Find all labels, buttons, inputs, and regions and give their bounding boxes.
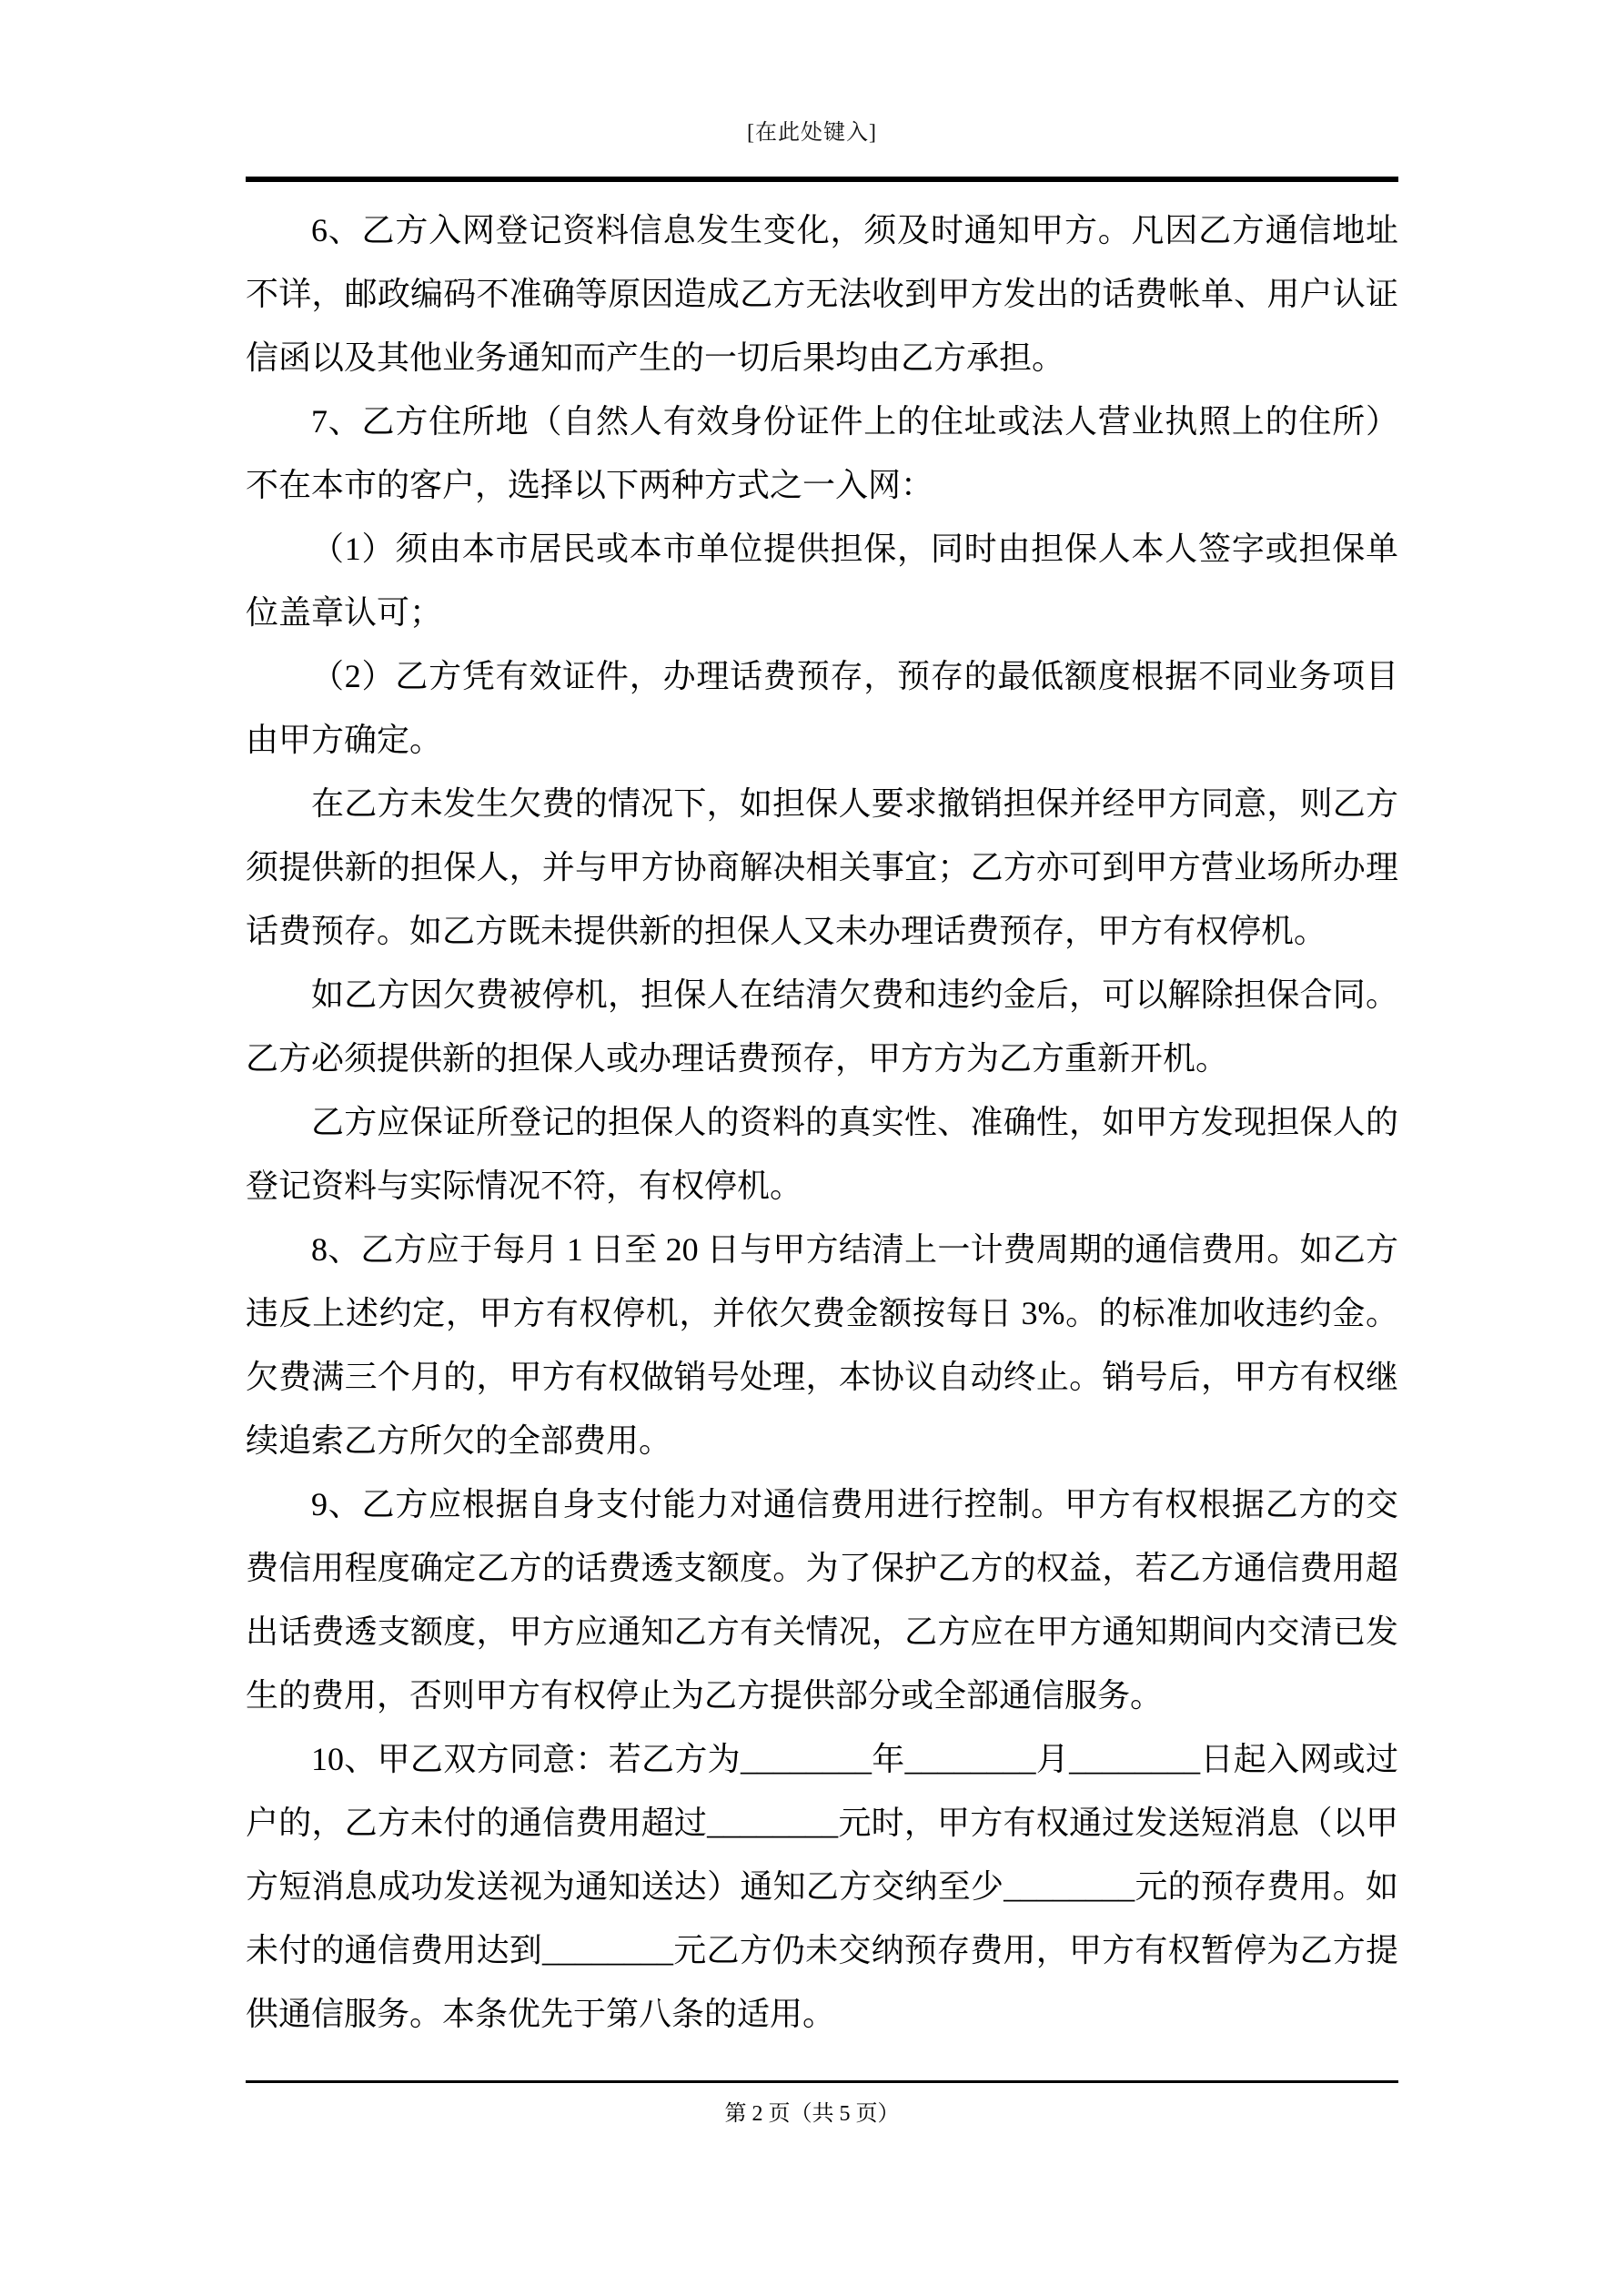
- paragraph-1: 6、乙方入网登记资料信息发生变化，须及时通知甲方。凡因乙方通信地址不详，邮政编码不准确等原因造成乙方无法收到甲方发出的话费帐单、用户认证信函以及其他业务通知而产生的一切后果均由乙方承担。: [246, 212, 1398, 376]
- paragraph-2: 7、乙方住所地（自然人有效身份证件上的住址或法人营业执照上的住所）不在本市的客户，选择以下两种方式之一入网：: [246, 403, 1398, 503]
- document-body: [246, 198, 1398, 2046]
- footer-divider-rule: [246, 2080, 1398, 2083]
- paragraph-8: 8、乙方应于每月 1 日至 20 日与甲方结清上一计费周期的通信费用。如乙方违反上述约定，甲方有权停机，并依欠费金额按每日 3%。的标准加收违约金。欠费满三个月的，甲方有权做销号处理，本协议自动终止。销号后，甲方有权继续追索乙方所欠的全部费用。: [246, 1231, 1398, 1459]
- paragraph-5: 在乙方未发生欠费的情况下，如担保人要求撤销担保并经甲方同意，则乙方须提供新的担保人，并与甲方协商解决相关事宜；乙方亦可到甲方营业场所办理话费预存。如乙方既未提供新的担保人又未办理话费预存，甲方有权停机。: [246, 785, 1398, 949]
- paragraph-9: 9、乙方应根据自身支付能力对通信费用进行控制。甲方有权根据乙方的交费信用程度确定乙方的话费透支额度。为了保护乙方的权益，若乙方通信费用超出话费透支额度，甲方应通知乙方有关情况，乙方应在甲方通知期间内交清已发生的费用，否则甲方有权停止为乙方提供部分或全部通信服务。: [246, 1486, 1398, 1714]
- footer-page-number: 第 2 页（共 5 页）: [724, 2102, 900, 2126]
- header-type-here-placeholder[interactable]: [在此处键入]: [747, 121, 877, 145]
- paragraph-3: （1）须由本市居民或本市单位提供担保，同时由担保人本人签字或担保单位盖章认可；: [246, 531, 1398, 631]
- paragraph-6: 如乙方因欠费被停机，担保人在结清欠费和违约金后，可以解除担保合同。乙方必须提供新的担保人或办理话费预存，甲方方为乙方重新开机。: [246, 976, 1398, 1077]
- paragraph-10: 10、甲乙双方同意：若乙方为________年________月________日起入网或过户的，乙方未付的通信费用超过________元时，甲方有权通过发送短消息（以甲方短消息成功发送视为通知送达）通知乙方交纳至少________元的预存费用。如未付的通信费用达到________元乙方仍未交纳预存费用，甲方有权暂停为乙方提供通信服务。本条优先于第八条的适用。: [246, 1741, 1398, 2032]
- paragraph-4: （2）乙方凭有效证件，办理话费预存，预存的最低额度根据不同业务项目由甲方确定。: [246, 658, 1398, 758]
- paragraph-7: 乙方应保证所登记的担保人的资料的真实性、准确性，如甲方发现担保人的登记资料与实际情况不符，有权停机。: [246, 1104, 1398, 1204]
- header-divider-rule: [246, 177, 1398, 182]
